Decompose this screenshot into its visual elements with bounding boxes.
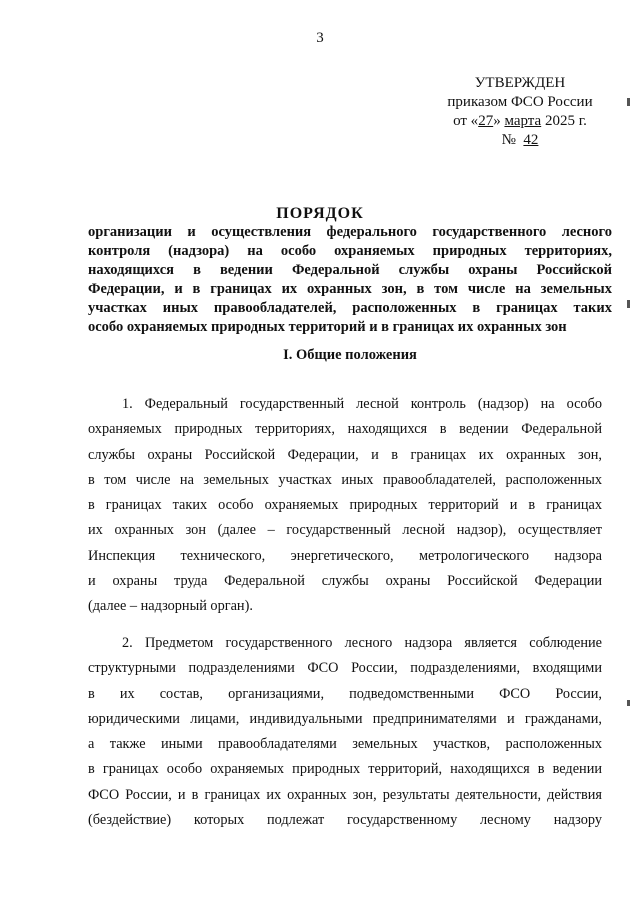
date-day: 27 — [478, 113, 494, 129]
paragraph-line: в их состав, организациями, подведомственными ФСО России, — [88, 685, 602, 702]
approval-order: приказом ФСО России — [447, 94, 593, 110]
paragraph-1 — [88, 392, 602, 620]
paragraph-line: и охраны труда Федеральной службы охраны Российской Федерации — [88, 573, 602, 590]
scan-edge-mark — [627, 98, 630, 106]
date-year: 2025 г. — [544, 113, 587, 129]
document-title: ПОРЯДОК — [276, 205, 364, 222]
subtitle-line: находящихся в ведении Федеральной службы охраны Российской — [88, 262, 612, 278]
paragraph-line: (далее – надзорный орган). — [88, 598, 253, 615]
paragraph-line: структурными подразделениями ФСО России, подразделениями, входящими — [88, 660, 602, 677]
date-month: марта — [504, 113, 542, 129]
paragraph-line: в границах таких особо охраняемых природных территорий и в границах — [88, 497, 602, 514]
number-value: 42 — [523, 132, 539, 148]
subtitle-line: организации и осуществления федерального государственного лесного — [88, 224, 612, 240]
document-subtitle — [88, 223, 612, 337]
approval-stamp — [430, 74, 610, 150]
paragraph-line: а также иными правообладателями земельных участков, расположенных — [88, 736, 602, 753]
subtitle-line: Федерации, и в границах их охранных зон, в том числе на земельных — [88, 281, 612, 297]
number-prefix: № — [501, 132, 516, 148]
paragraph-line: их охранных зон (далее – государственный лесной надзор), осуществляет — [88, 522, 602, 539]
paragraph-line: 1. Федеральный государственный лесной контроль (надзор) на особо — [122, 396, 602, 412]
scan-edge-mark — [627, 700, 630, 706]
approval-number — [430, 131, 610, 150]
paragraph-line: охраняемых природных территориях, находящихся в ведении Федеральной — [88, 421, 602, 438]
scan-edge-mark — [627, 300, 630, 308]
paragraph-line: Инспекция технического, энергетического, метрологического надзора — [88, 547, 602, 564]
date-prefix: от « — [453, 113, 479, 129]
page-number: 3 — [316, 30, 324, 46]
paragraph-line: (бездействие) которых подлежат государственному лесному надзору — [88, 812, 602, 829]
paragraph-line: в том числе на земельных участках иных правообладателей, расположенных — [88, 471, 602, 488]
section-heading: I. Общие положения — [283, 347, 417, 363]
paragraph-line: в границах особо охраняемых природных территорий, находящихся в ведении — [88, 761, 602, 778]
paragraph-line: юридическими лицами, индивидуальными предпринимателями и гражданами, — [88, 710, 602, 727]
paragraph-line: 2. Предметом государственного лесного надзора является соблюдение — [122, 635, 602, 651]
paragraph-line: ФСО России, и в границах их охранных зон, результаты деятельности, действия — [88, 786, 602, 803]
subtitle-line: контроля (надзора) на особо охраняемых природных территориях, — [88, 243, 612, 259]
approval-date — [430, 112, 610, 131]
approval-heading: УТВЕРЖДЕН — [474, 75, 566, 91]
date-mid: » — [493, 113, 501, 129]
subtitle-line: участках иных правообладателей, расположенных в границах таких — [88, 300, 612, 316]
subtitle-line: особо охраняемых природных территорий и в границах их охранных зон — [88, 319, 567, 335]
paragraph-line: службы охраны Российской Федерации, и в границах их охранных зон, — [88, 446, 602, 463]
paragraph-2 — [88, 631, 602, 833]
